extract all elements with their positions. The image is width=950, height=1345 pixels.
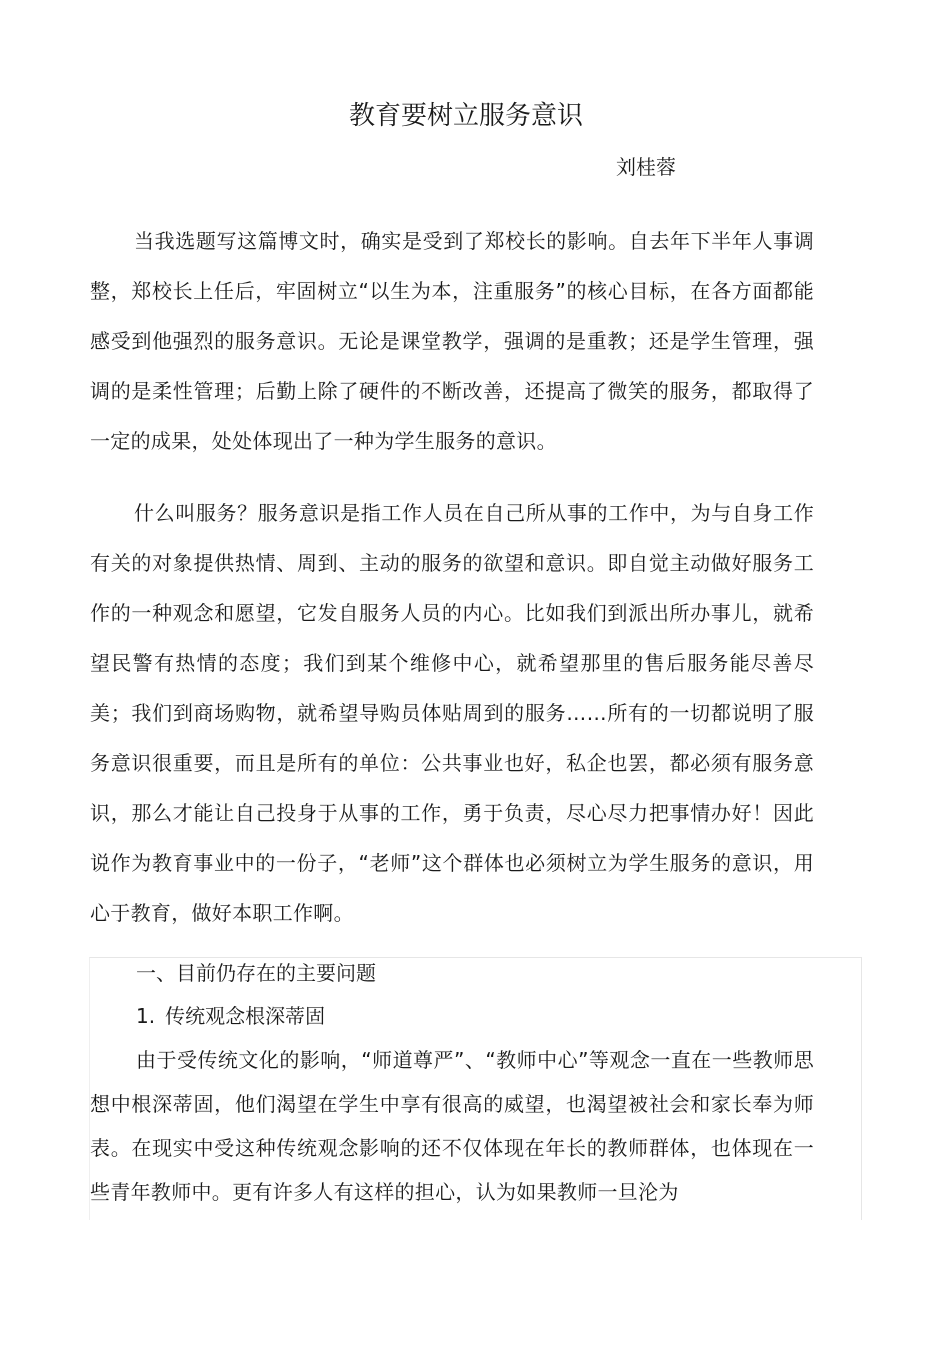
body-paragraph-2: 什么叫服务？服务意识是指工作人员在自己所从事的工作中，为与自身工作有关的对象提供热情、周到、主动的服务的欲望和意识。即自觉主动做好服务工作的一种观念和愿望，它发自服务人员的内心。比如我们到派出所办事儿，就希望民警有热情的态度；我们到某个维修中心，就希望那里的售后服务能尽善尽美；我们到商场购物，就希望导购员体贴周到的服务……所有的一切都说明了服务意识很重要，而且是所有的单位：公共事业也好，私企也罢，都必须有服务意识，那么才能让自己投身于从事的工作，勇于负责，尽心尽力把事情办好！因此说作为教育事业中的一份子，“老师”这个群体也必须树立为学生服务的意识，用心于教育，做好本职工作啊。 — [90, 501, 814, 925]
section-heading: 一、目前仍存在的主要问题 — [136, 961, 376, 985]
subsection-title: 传统观念根深蒂固 — [165, 1004, 326, 1028]
author-name: 刘桂蓉 — [616, 155, 676, 179]
section-problems — [89, 957, 862, 1220]
body-paragraph-1: 当我选题写这篇博文时，确实是受到了郑校长的影响。自去年下半年人事调整，郑校长上任后，牢固树立“以生为本，注重服务”的核心目标，在各方面都能感受到他强烈的服务意识。无论是课堂教学，强调的是重教；还是学生管理，强调的是柔性管理；后勤上除了硬件的不断改善，还提高了微笑的服务，都取得了一定的成果，处处体现出了一种为学生服务的意识。 — [90, 229, 814, 453]
page-title: 教育要树立服务意识 — [348, 101, 583, 131]
subsection-heading — [136, 1001, 325, 1031]
section-paragraph: 由于受传统文化的影响，“师道尊严”、“教师中心”等观念一直在一些教师思想中根深蒂固，他们渴望在学生中享有很高的威望，也渴望被社会和家长奉为师表。在现实中受这种传统观念影响的还不仅体现在年长的教师群体，也体现在一些青年教师中。更有许多人有这样的担心，认为如果教师一旦沦为 — [90, 1048, 814, 1204]
subsection-number: 1. — [136, 1004, 156, 1028]
